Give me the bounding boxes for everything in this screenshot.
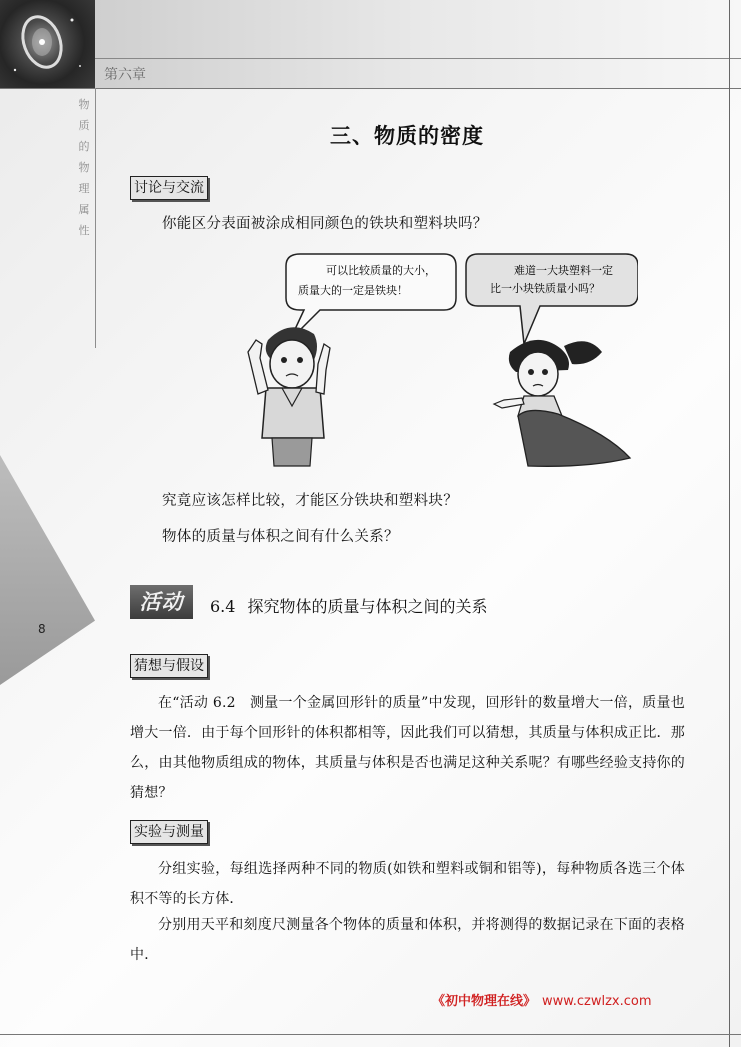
sidebar-divider	[95, 88, 96, 348]
footer-brand: 《初中物理在线》	[432, 994, 537, 1009]
header-rule-bottom	[0, 88, 741, 89]
hypothesis-paragraph: 在“活动 6.2 测量一个金属回形针的质量”中发现，回形针的数量增大一倍，质量也增大一倍．由于每个回形针的体积都相等，因此我们可以猜想，其质量与体积成正比．那么，由其他物质组成的物体，其质量与体积是否也满足这种关系呢？有哪些经验支持你的猜想？	[130, 695, 685, 801]
right-bubble-line-2: 比一小块铁质量小吗？	[490, 282, 600, 295]
discussion-label: 讨论与交流	[130, 176, 208, 200]
activity-number: 6.4	[210, 597, 236, 616]
discussion-question-3: 物体的质量与体积之间有什么关系？	[162, 529, 399, 545]
header-rule-top	[95, 58, 741, 59]
discussion-question: 你能区分表面被涂成相同颜色的铁块和塑料块吗？	[162, 216, 488, 232]
right-bubble-line-1: 难道一大块塑料一定	[514, 264, 613, 277]
boy-figure	[248, 327, 330, 466]
hypothesis-label: 猜想与假设	[130, 654, 208, 678]
discussion-question-2: 究竟应该怎样比较，才能区分铁块和塑料块？	[162, 493, 458, 509]
footer-url[interactable]: www.czwlzx.com	[542, 994, 652, 1009]
sidebar-chapter-title: 物质的物理属性	[78, 98, 90, 237]
header-bar	[95, 0, 741, 88]
experiment-paragraph-1: 分组实验，每组选择两种不同的物质(如铁和塑料或铜和铝等)，每种物质各选三个体积不等的长方体．	[130, 861, 685, 907]
experiment-label: 实验与测量	[130, 820, 208, 844]
cartoon-illustration	[228, 248, 638, 468]
girl-figure	[494, 340, 630, 466]
activity-title: 探究物体的质量与体积之间的关系	[247, 597, 488, 616]
activity-badge: 活动	[130, 585, 193, 619]
page-number: 8	[38, 622, 46, 636]
chapter-label: 第六章	[104, 67, 146, 83]
activity-heading	[210, 594, 487, 617]
left-bubble-line-2: 质量大的一定是铁块！	[298, 284, 408, 297]
right-margin-rule	[729, 0, 730, 1047]
experiment-paragraph-2: 分别用天平和刻度尺测量各个物体的质量和体积，并将测得的数据记录在下面的表格中．	[130, 917, 685, 963]
bottom-margin-rule	[0, 1034, 741, 1035]
left-bubble-line-1: 可以比较质量的大小，	[326, 264, 436, 277]
footer-watermark	[432, 990, 651, 1009]
section-title: 三、物质的密度	[330, 123, 484, 148]
nebula-photo	[0, 0, 95, 88]
